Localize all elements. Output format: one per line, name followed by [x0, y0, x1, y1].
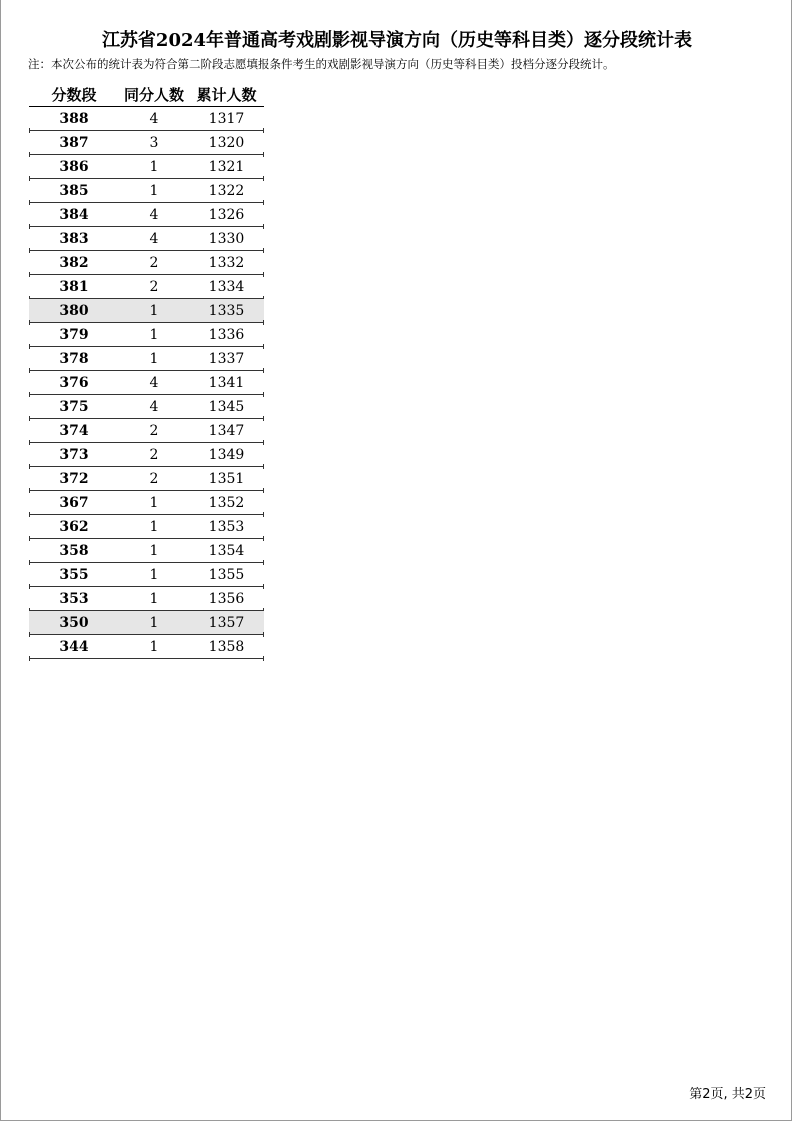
total-cell: 1345 — [208, 398, 245, 415]
table-row — [29, 563, 264, 587]
count-cell: 1 — [149, 614, 159, 631]
count-cell: 1 — [149, 326, 159, 343]
score-cell: 387 — [59, 134, 89, 151]
table-row — [29, 107, 264, 131]
table-row — [29, 203, 264, 227]
table-row — [29, 539, 264, 563]
total-cell: 1334 — [208, 278, 245, 295]
total-cell: 1351 — [208, 470, 245, 487]
table-row — [29, 611, 264, 635]
score-cell: 383 — [59, 230, 89, 247]
score-cell: 386 — [59, 158, 89, 175]
total-cell: 1336 — [208, 326, 245, 343]
total-cell: 1354 — [208, 542, 245, 559]
count-cell: 4 — [149, 398, 159, 415]
score-cell: 362 — [59, 518, 89, 535]
total-cell: 1355 — [208, 566, 245, 583]
score-cell: 379 — [59, 326, 89, 343]
total-cell: 1347 — [208, 422, 245, 439]
table-row — [29, 395, 264, 419]
total-cell: 1353 — [208, 518, 245, 535]
count-cell: 1 — [149, 590, 159, 607]
score-cell: 350 — [59, 614, 89, 631]
table-row — [29, 419, 264, 443]
score-cell: 374 — [59, 422, 89, 439]
count-cell: 2 — [149, 422, 159, 439]
table-row — [29, 323, 264, 347]
score-cell: 385 — [59, 182, 89, 199]
count-cell: 1 — [149, 182, 159, 199]
score-cell: 375 — [59, 398, 89, 415]
count-cell: 4 — [149, 230, 159, 247]
total-cell: 1330 — [208, 230, 245, 247]
table-row — [29, 635, 264, 659]
count-cell: 1 — [149, 494, 159, 511]
total-cell: 1332 — [208, 254, 245, 271]
total-cell: 1322 — [208, 182, 245, 199]
header-score: 分数段 — [51, 85, 97, 104]
count-cell: 4 — [149, 110, 159, 127]
table-body — [29, 107, 264, 659]
count-cell: 4 — [149, 374, 159, 391]
count-cell: 2 — [149, 278, 159, 295]
page-title: 江苏省2024年普通高考戏剧影视导演方向（历史等科目类）逐分段统计表 — [101, 30, 693, 51]
total-cell: 1321 — [208, 158, 245, 175]
table-row — [29, 467, 264, 491]
count-cell: 1 — [149, 350, 159, 367]
total-cell: 1326 — [208, 206, 245, 223]
total-cell: 1352 — [208, 494, 245, 511]
table-row — [29, 251, 264, 275]
count-cell: 1 — [149, 302, 159, 319]
table-row — [29, 587, 264, 611]
score-cell: 381 — [59, 278, 89, 295]
table-row — [29, 131, 264, 155]
score-cell: 376 — [59, 374, 89, 391]
score-cell: 373 — [59, 446, 89, 463]
table-row — [29, 299, 264, 323]
score-cell: 384 — [59, 206, 89, 223]
score-cell: 355 — [59, 566, 89, 583]
count-cell: 4 — [149, 206, 159, 223]
count-cell: 1 — [149, 158, 159, 175]
table-row — [29, 443, 264, 467]
total-cell: 1357 — [208, 614, 245, 631]
table-row — [29, 491, 264, 515]
table-row — [29, 155, 264, 179]
total-cell: 1320 — [208, 134, 245, 151]
count-cell: 2 — [149, 254, 159, 271]
score-cell: 388 — [59, 110, 89, 127]
count-cell: 2 — [149, 470, 159, 487]
count-cell: 1 — [149, 518, 159, 535]
count-cell: 1 — [149, 638, 159, 655]
score-cell: 382 — [59, 254, 89, 271]
total-cell: 1349 — [208, 446, 245, 463]
total-cell: 1335 — [208, 302, 245, 319]
count-cell: 2 — [149, 446, 159, 463]
count-cell: 1 — [149, 566, 159, 583]
total-cell: 1358 — [208, 638, 245, 655]
table-row — [29, 515, 264, 539]
table-row — [29, 275, 264, 299]
table-header — [29, 82, 264, 107]
score-cell: 344 — [59, 638, 89, 655]
score-cell: 378 — [59, 350, 89, 367]
table-row — [29, 179, 264, 203]
table-row — [29, 347, 264, 371]
score-cell: 353 — [59, 590, 89, 607]
header-count: 同分人数 — [123, 85, 184, 104]
score-cell: 367 — [59, 494, 89, 511]
count-cell: 1 — [149, 542, 159, 559]
score-cell: 372 — [59, 470, 89, 487]
count-cell: 3 — [149, 134, 159, 151]
table-row — [29, 227, 264, 251]
page-number: 第2页, 共2页 — [689, 1087, 766, 1102]
total-cell: 1337 — [208, 350, 245, 367]
total-cell: 1341 — [208, 374, 245, 391]
score-table — [29, 82, 264, 659]
total-cell: 1356 — [208, 590, 245, 607]
score-cell: 358 — [59, 542, 89, 559]
total-cell: 1317 — [208, 110, 245, 127]
score-cell: 380 — [59, 302, 89, 319]
header-total: 累计人数 — [196, 85, 257, 104]
table-note: 注：本次公布的统计表为符合第二阶段志愿填报条件考生的戏剧影视导演方向（历史等科目类）投档分逐分段统计。 — [28, 57, 615, 71]
table-row — [29, 371, 264, 395]
